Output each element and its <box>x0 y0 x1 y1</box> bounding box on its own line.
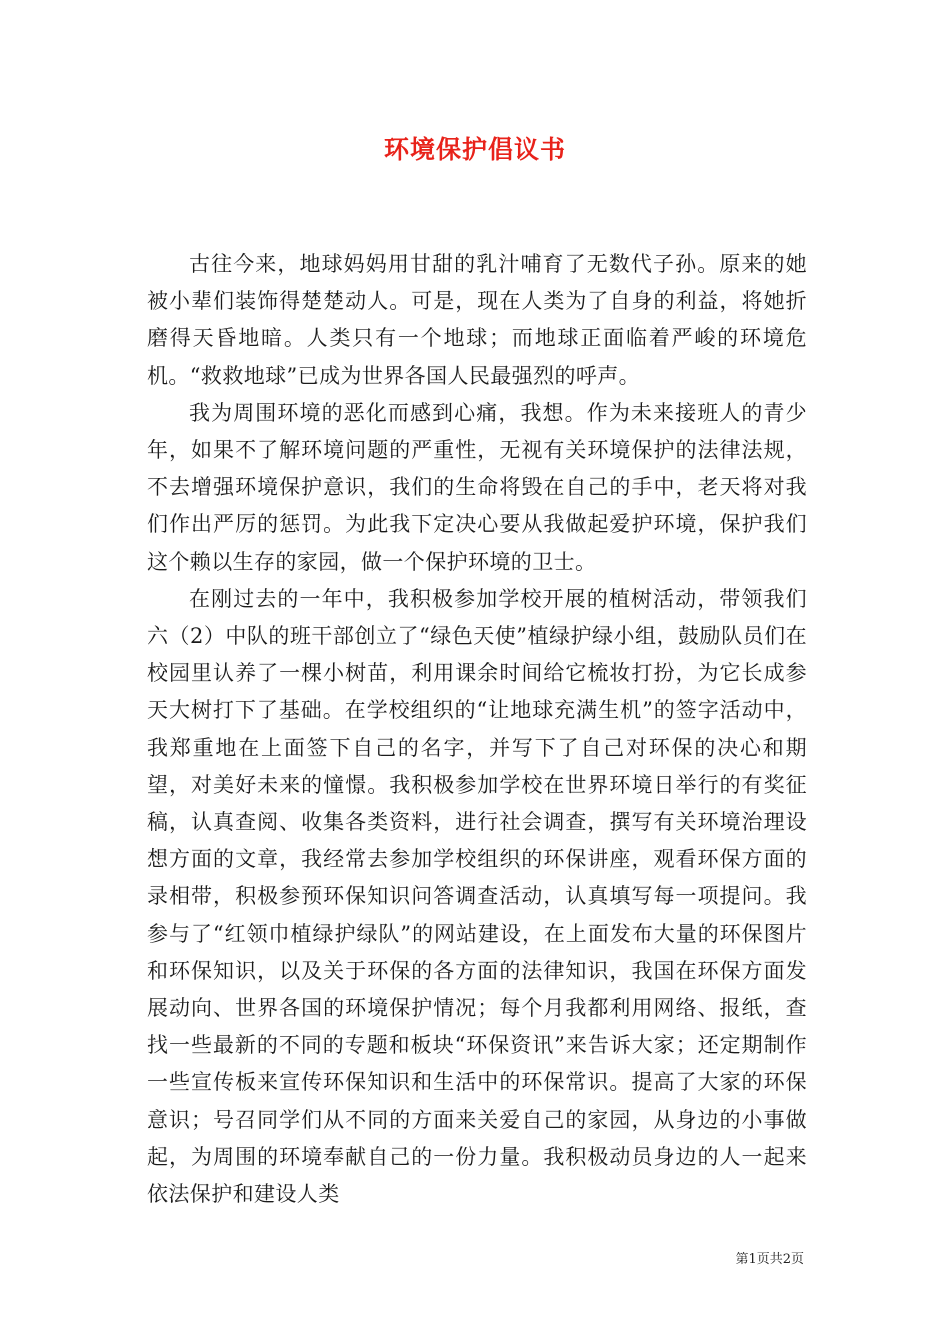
page-footer <box>735 1248 804 1267</box>
page-number: 第1页共2页 <box>735 1252 804 1267</box>
paragraph-1: 古往今来，地球妈妈用甘甜的乳汁哺育了无数代子孙。原来的她被小辈们装饰得楚楚动人。可是，现在人类为了自身的利益，将她折磨得天昏地暗。人类只有一个地球；而地球正面临着严峻的环境危机。“救救地球”已成为世界各国人民最强烈的呼声。 <box>147 252 807 388</box>
document-body <box>147 246 807 1213</box>
paragraph-3: 在刚过去的一年中，我积极参加学校开展的植树活动，带领我们六（2）中队的班干部创立了“绿色天使”植绿护绿小组，鼓励队员们在校园里认养了一棵小树苗，利用课余时间给它梳妆打扮，为它长成参天大树打下了基础。在学校组织的“让地球充满生机”的签字活动中，我郑重地在上面签下自己的名字，并写下了自己对环保的决心和期望，对美好未来的憧憬。我积极参加学校在世界环境日举行的有奖征稿，认真查阅、收集各类资料，进行社会调查，撰写有关环境治理设想方面的文章，我经常去参加学校组织的环保讲座，观看环保方面的录相带，积极参预环保知识问答调查活动，认真填写每一项提问。我参与了“红领巾植绿护绿队”的网站建设，在上面发布大量的环保图片和环保知识，以及关于环保的各方面的法律知识，我国在环保方面发展动向、世界各国的环境保护情况；每个月我都利用网络、报纸，查找一些最新的不同的专题和板块“环保资讯”来告诉大家；还定期制作一些宣传板来宣传环保知识和生活中的环保常识。提高了大家的环保意识；号召同学们从不同的方面来关爱自己的家园，从身边的小事做起，为周围的环境奉献自己的一份力量。我积极动员身边的人一起来依法保护和建设人类 <box>147 586 807 1207</box>
paragraph-2: 我为周围环境的恶化而感到心痛，我想。作为未来接班人的青少年，如果不了解环境问题的严重性，无视有关环境保护的法律法规，不去增强环境保护意识，我们的生命将毁在自己的手中，老天将对我们作出严厉的惩罚。为此我下定决心要从我做起爱护环境，保护我们这个赖以生存的家园，做一个保护环境的卫士。 <box>147 400 807 574</box>
document-title: 环境保护倡议书 <box>383 135 566 164</box>
